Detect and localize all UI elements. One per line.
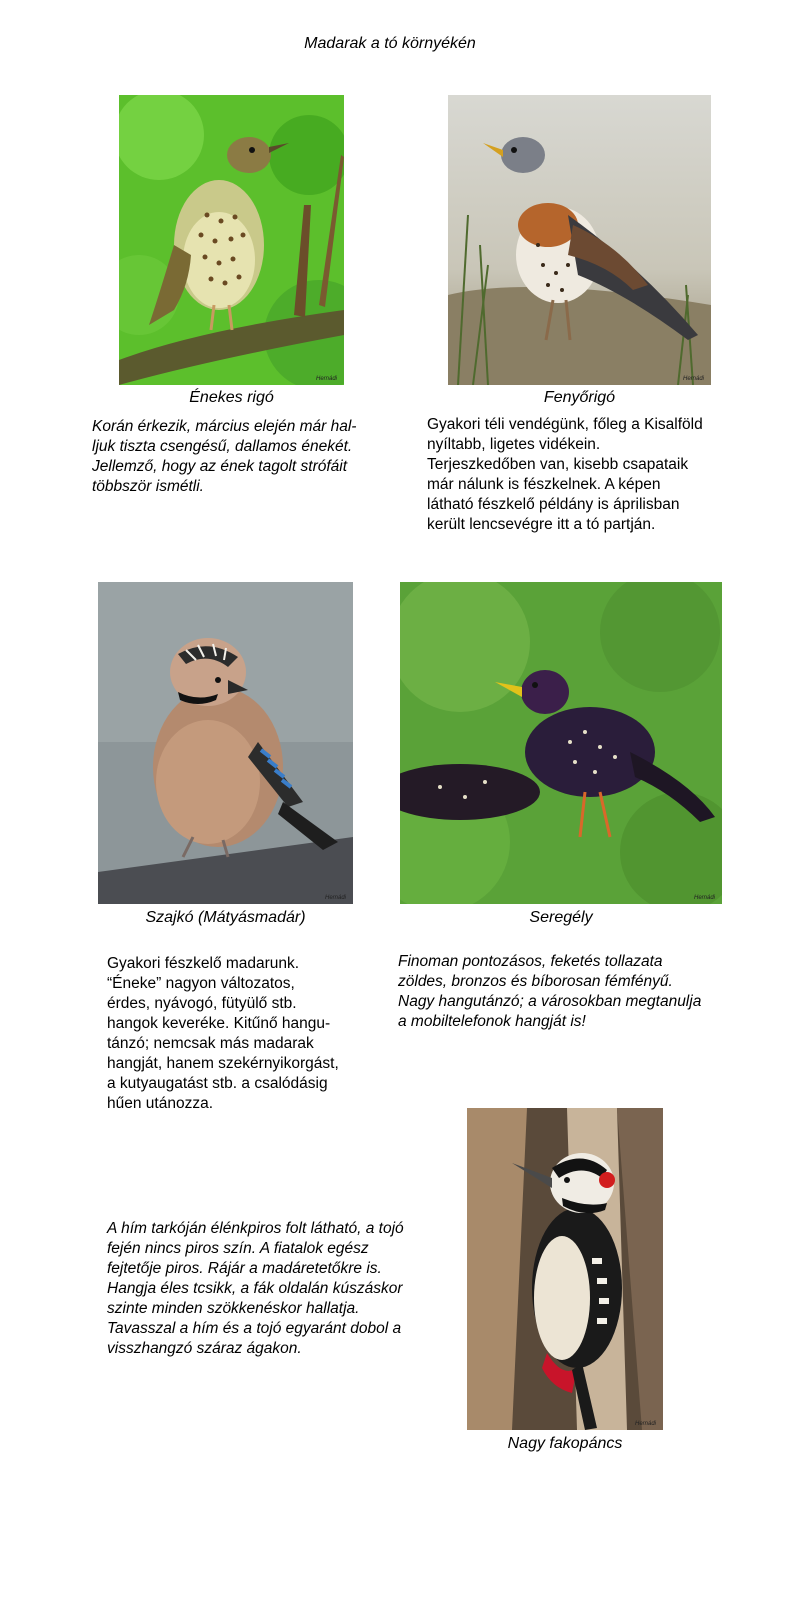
page-title: Madarak a tó környékén <box>304 35 476 52</box>
fieldfare-caption: Fenyőrigó <box>543 389 616 406</box>
photo-credit: Hernádi <box>682 376 704 382</box>
photo-credit: Hernádi <box>634 1421 656 1427</box>
jay-photo <box>98 582 353 904</box>
starling-photo <box>400 582 722 904</box>
starling-caption: Seregély <box>529 909 593 926</box>
jay-description: Gyakori fészkelő madarunk. “Éneke” nagyon változatos, érdes, nyávogó, fütyülő stb. hangok keveréke. Kitűnő hangu- tánzó; nemcsak más madarak hangját, hanem szekérnyikorgást, a kutyaugatást stb. a csalódásig hűen utánozza. <box>107 955 339 1112</box>
song-thrush-photo <box>119 95 344 385</box>
woodpecker-caption: Nagy fakopáncs <box>507 1435 623 1452</box>
woodpecker-photo <box>467 1108 663 1430</box>
starling-description: Finoman pontozásos, feketés tollazata zöldes, bronzos és bíborosan fémfényű. Nagy hangutánzó; a városokban megtanulja a mobiltelefonok hangját is! <box>398 953 702 1030</box>
photo-credit: Hernádi <box>315 376 337 382</box>
jay-caption: Szajkó (Mátyásmadár) <box>145 909 306 926</box>
fieldfare-photo <box>448 95 711 385</box>
photo-credit: Hernádi <box>324 895 346 901</box>
song-thrush-description: Korán érkezik, március elején már hal- ljuk tiszta csengésű, dallamos énekét. Jellemző, hogy az ének tagolt strófáit többször ismétli. <box>92 418 357 495</box>
photo-credit: Hernádi <box>693 895 715 901</box>
song-thrush-caption: Énekes rigó <box>189 389 274 406</box>
woodpecker-description: A hím tarkóján élénkpiros folt látható, a tojó fején nincs piros szín. A fiatalok egész fejtetője piros. Rájár a madáretetőkre is. Hangja éles tcsikk, a fák oldalán kúszáskor szinte minden szökkenéskor hallatja. Tavasszal a hím és a tojó egyaránt dobol a visszhangzó száraz ágakon. <box>107 1220 404 1357</box>
fieldfare-description: Gyakori téli vendégünk, főleg a Kisalföld nyíltabb, ligetes vidékein. Terjeszkedőben van, kisebb csapataik már nálunk is fészkelnek. A képen látható fészkelő példány is áprilisban került lencsevégre itt a tó partján. <box>427 416 703 533</box>
